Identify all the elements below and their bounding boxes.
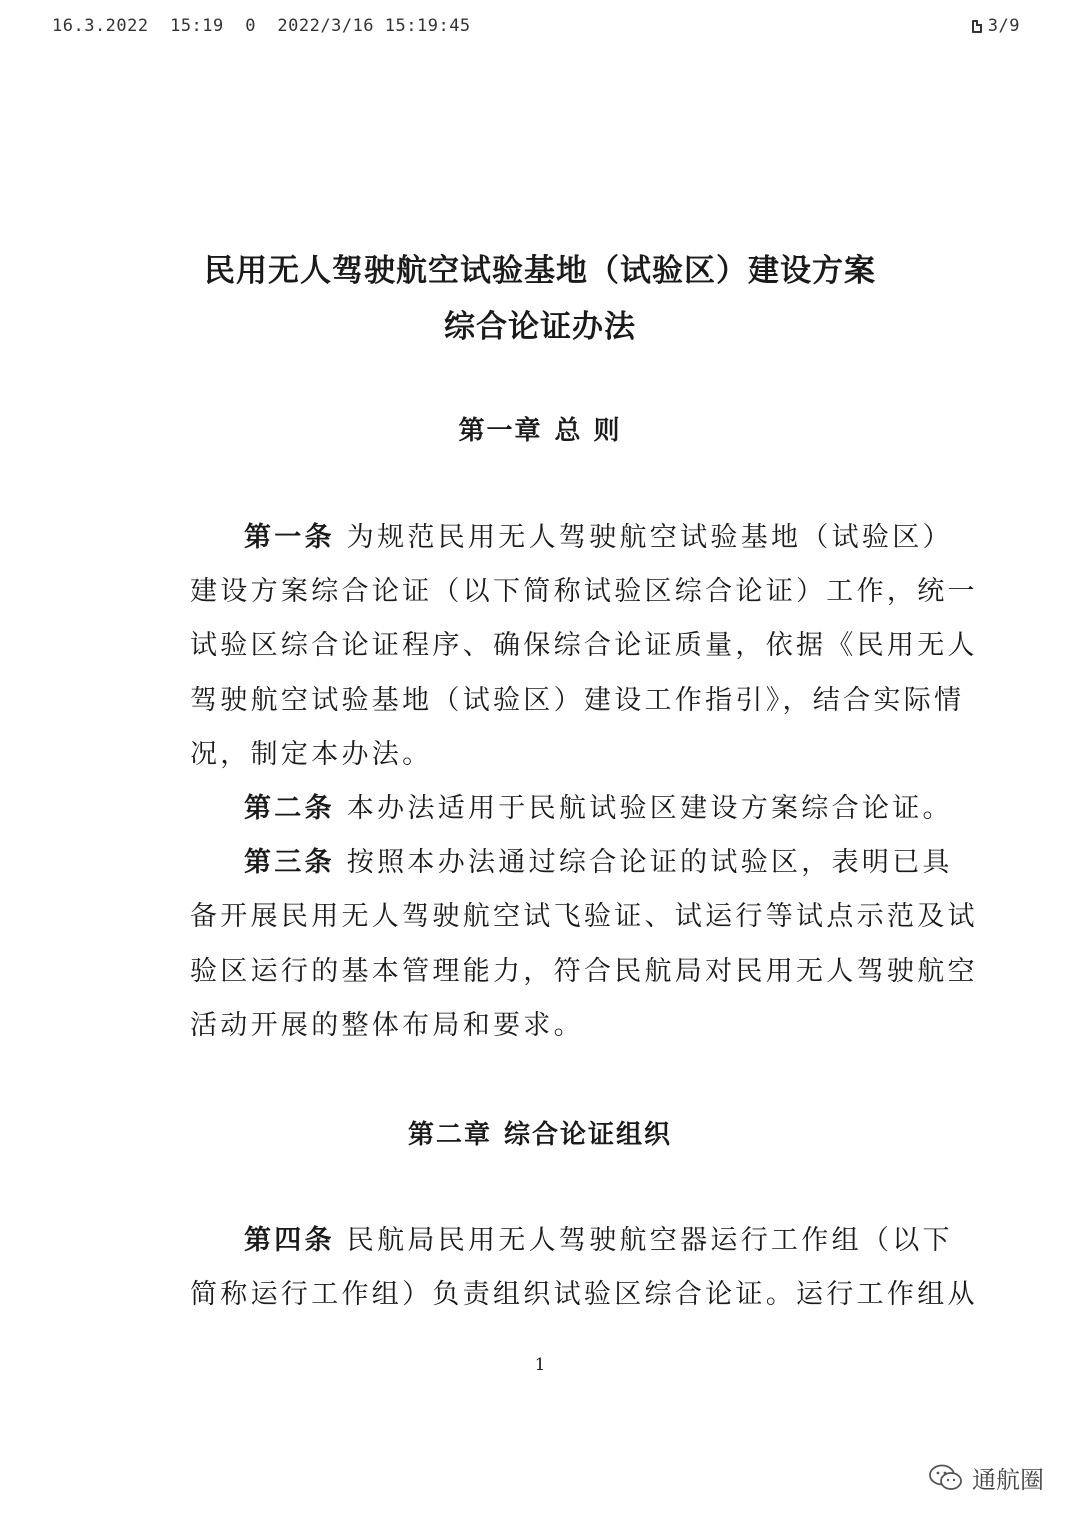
article-2-line-1 <box>244 792 953 826</box>
article-4-label: 第四条 <box>244 1225 335 1256</box>
chapter-1-name: 总 则 <box>554 416 622 446</box>
article-1-label: 第一条 <box>244 522 335 553</box>
article-2-text-1: 本办法适用于民航试验区建设方案综合论证。 <box>346 793 953 824</box>
article-3-line-1 <box>244 846 953 880</box>
chapter-1-label: 第一章 <box>458 416 543 446</box>
article-4-line-2: 简称运行工作组）负责组织试验区综合论证。运行工作组从 <box>190 1279 978 1310</box>
chapter-2-label: 第二章 <box>407 1120 492 1150</box>
chapter-2-heading <box>0 1114 1080 1151</box>
article-3-label: 第三条 <box>244 847 335 878</box>
chapter-2-name: 综合论证组织 <box>504 1120 673 1150</box>
watermark-text: 通航圈 <box>972 1466 1044 1494</box>
article-3-line-2: 备开展民用无人驾驶航空试飞验证、试运行等试点示范及试 <box>190 901 978 932</box>
fax-timestamp: 16.3.2022 15:19 0 2022/3/16 15:19:45 <box>52 16 471 36</box>
article-4-text-1: 民航局民用无人驾驶航空器运行工作组（以下 <box>346 1225 953 1256</box>
article-1-line-3: 试验区综合论证程序、确保综合论证质量，依据《民用无人 <box>190 630 978 661</box>
document-title-line-2: 综合论证办法 <box>444 309 636 345</box>
fax-page-count: 3/9 <box>987 16 1020 36</box>
article-1-text-1: 为规范民用无人驾驶航空试验基地（试验区） <box>346 522 953 553</box>
watermark <box>928 1460 1044 1495</box>
wechat-icon <box>928 1464 964 1492</box>
page-number: 1 <box>534 1355 546 1375</box>
article-1-line-5: 况，制定本办法。 <box>190 739 433 770</box>
document-title-line-1: 民用无人驾驶航空试验基地（试验区）建设方案 <box>204 253 876 289</box>
fax-header <box>52 14 1020 40</box>
chapter-1-heading <box>0 410 1080 447</box>
article-3-line-4: 活动开展的整体布局和要求。 <box>190 1010 584 1041</box>
page-icon <box>972 20 982 33</box>
article-2-label: 第二条 <box>244 793 335 824</box>
fax-page-indicator <box>972 16 1020 36</box>
article-3-line-3: 验区运行的基本管理能力，符合民航局对民用无人驾驶航空 <box>190 956 978 987</box>
article-1-line-1 <box>244 521 953 555</box>
article-1-line-4: 驾驶航空试验基地（试验区）建设工作指引》，结合实际情 <box>190 685 965 716</box>
article-3-text-1: 按照本办法通过综合论证的试验区，表明已具 <box>346 847 953 878</box>
article-1-line-2: 建设方案综合论证（以下简称试验区综合论证）工作，统一 <box>190 576 978 607</box>
article-4-line-1 <box>244 1224 953 1258</box>
